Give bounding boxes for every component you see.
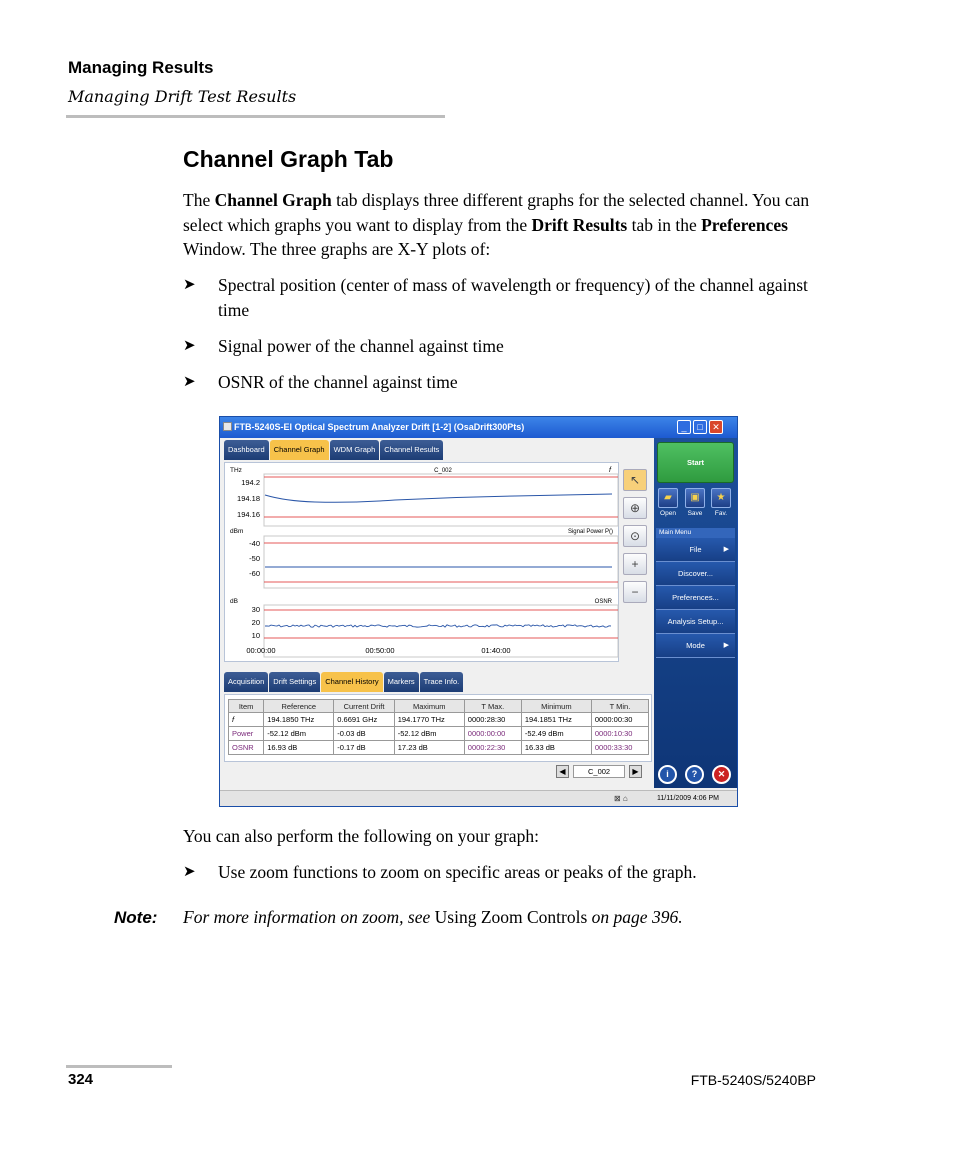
g1-plot-frame (264, 474, 618, 526)
channel-field[interactable]: C_002 (573, 765, 625, 778)
tab-acquisition[interactable]: Acquisition (224, 672, 268, 692)
channel-graphs (225, 463, 620, 663)
g3-tick: 10 (251, 631, 260, 640)
channel-history-panel (224, 694, 652, 762)
tab-markers[interactable]: Markers (384, 672, 419, 692)
col-minimum: Minimum (521, 700, 591, 713)
footer-rule (66, 1065, 172, 1068)
g1-unit-label: THz (230, 467, 242, 474)
page-header-subtitle: Managing Drift Test Results (68, 87, 297, 106)
after-paragraph: You can also perform the following on your graph: (183, 826, 539, 846)
disk-icon: ▣ (685, 488, 705, 508)
g3-tick: 20 (251, 618, 260, 627)
g1-tick: 194.2 (241, 478, 260, 487)
g1-tick: 194.16 (237, 510, 260, 519)
save-button[interactable]: ▣ Save (683, 488, 707, 517)
tab-channel-history[interactable]: Channel History (321, 672, 382, 692)
tab-dashboard[interactable]: Dashboard (224, 440, 269, 460)
arrow-icon: ➤ (183, 864, 196, 880)
col-t-min: T Min. (591, 700, 648, 713)
g3-tick: 30 (251, 605, 260, 614)
submenu-arrow-icon: ▶ (723, 546, 729, 553)
x-tick: 00:00:00 (246, 646, 276, 655)
x-tick: 01:40:00 (481, 646, 511, 655)
bullet-item: ➤ Signal power of the channel against time (183, 334, 823, 359)
main-menu-header: Main Menu (656, 528, 735, 538)
text-run: The (183, 190, 215, 210)
app-window-screenshot (219, 416, 738, 807)
g3-title: OSNR (594, 599, 612, 605)
col-t-max: T Max. (464, 700, 521, 713)
close-button[interactable]: ✕ (709, 420, 723, 434)
col-current-drift: Current Drift (334, 700, 394, 713)
note-text: For more information on zoom, see (183, 907, 435, 927)
menu-item-file[interactable]: File ▶ (656, 538, 735, 562)
help-button[interactable]: ? (685, 765, 704, 784)
col-reference: Reference (264, 700, 334, 713)
status-clock: 11/11/2009 4:06 PM (657, 795, 720, 802)
next-channel-button[interactable]: ▶ (629, 765, 642, 778)
bold-term: Preferences (701, 214, 788, 235)
folder-icon: ▰ (658, 488, 678, 508)
zoom-toolbar (623, 469, 647, 609)
header-rule (66, 115, 445, 118)
tab-channel-results[interactable]: Channel Results (380, 440, 443, 460)
text-run: tab in the (627, 214, 702, 235)
page-header-title: Managing Results (68, 58, 214, 77)
tab-trace-info[interactable]: Trace Info. (420, 672, 464, 692)
note-link[interactable]: Using Zoom Controls (434, 907, 588, 927)
side-panel (654, 438, 737, 788)
text-run: Window. The three graphs are X-Y plots of: (183, 239, 491, 259)
col-item: Item (229, 700, 264, 713)
g2-tick: -40 (249, 539, 260, 548)
table-row[interactable]: OSNR 16.93 dB -0.17 dB 17.23 dB 0000:22:30 16.33 dB 0000:33:30 (229, 741, 649, 755)
prev-channel-button[interactable]: ◀ (556, 765, 569, 778)
menu-item-mode[interactable]: Mode ▶ (656, 634, 735, 658)
minimize-button[interactable]: _ (677, 420, 691, 434)
maximize-button[interactable]: □ (693, 420, 707, 434)
window-title: FTB-5240S-EI Optical Spectrum Analyzer Drift [1-2] (OsaDrift300Pts) (234, 422, 525, 432)
x-tick: 00:50:00 (365, 646, 395, 655)
g3-series-line (265, 625, 611, 627)
g2-plot-frame (264, 536, 618, 588)
g1-series-line (265, 494, 612, 502)
favorites-button[interactable]: ★ Fav. (709, 488, 733, 517)
section-title: Channel Graph Tab (183, 146, 394, 172)
bullet-item: ➤ Use zoom functions to zoom on specific areas or peaks of the graph. (183, 860, 823, 885)
tab-drift-settings[interactable]: Drift Settings (269, 672, 320, 692)
window-titlebar (220, 417, 737, 438)
pointer-tool-icon[interactable]: ↖ (623, 469, 647, 491)
tab-channel-graph[interactable]: Channel Graph (270, 440, 329, 460)
g1-channel-label: C_002 (434, 468, 452, 474)
status-icons: ⊠ ⌂ (614, 794, 628, 803)
note-page-ref: on page 396. (587, 907, 683, 927)
note (114, 907, 683, 928)
channel-graphs-panel[interactable] (224, 462, 619, 662)
star-icon: ★ (711, 488, 731, 508)
table-row[interactable]: Power -52.12 dBm -0.03 dB -52.12 dBm 0000:00:00 -52.49 dBm 0000:10:30 (229, 727, 649, 741)
bullet-item: ➤ Spectral position (center of mass of wavelength or frequency) of the channel against time (183, 275, 808, 320)
bullet-item: ➤ OSNR of the channel against time (183, 370, 823, 395)
menu-item-preferences[interactable]: Preferences... (656, 586, 735, 610)
status-bar (220, 790, 737, 806)
channel-navigator (556, 763, 642, 779)
note-label: Note: (114, 908, 158, 927)
bold-term: Channel Graph (214, 190, 332, 210)
g2-unit-label: dBm (230, 528, 244, 535)
col-maximum: Maximum (394, 700, 464, 713)
menu-item-analysis-setup[interactable]: Analysis Setup... (656, 610, 735, 634)
intro-paragraph (183, 188, 823, 262)
g3-unit-label: dB (230, 598, 238, 605)
menu-item-discover[interactable]: Discover... (656, 562, 735, 586)
g2-title: Signal Power P() (567, 529, 613, 535)
text-run: tab displays three different graphs for the selected channel. You can select which graphs you want to display from the (183, 190, 810, 235)
arrow-icon: ➤ (183, 338, 196, 354)
exit-button[interactable]: ✕ (712, 765, 731, 784)
info-button[interactable]: i (658, 765, 677, 784)
bold-term: Drift Results (531, 214, 628, 235)
open-button[interactable]: ▰ Open (656, 488, 680, 517)
arrow-icon: ➤ (183, 374, 196, 390)
zoom-in-icon[interactable]: + (623, 553, 647, 575)
tab-wdm-graph[interactable]: WDM Graph (330, 440, 380, 460)
start-button[interactable]: Start (657, 442, 734, 483)
table-row[interactable]: f 194.1850 THz 0.6691 GHz 194.1770 THz 0000:28:30 194.1851 THz 0000:00:30 (229, 713, 649, 727)
zoom-out-icon[interactable]: − (623, 581, 647, 603)
g2-tick: -60 (249, 569, 260, 578)
g1-tick: 194.18 (237, 494, 260, 503)
app-icon (223, 422, 232, 431)
submenu-arrow-icon: ▶ (723, 642, 729, 649)
zoom-full-icon[interactable]: ⊙ (623, 525, 647, 547)
arrow-icon: ➤ (183, 277, 196, 293)
g3-plot-frame (264, 605, 618, 657)
document-id: FTB-5240S/5240BP (690, 1072, 816, 1088)
zoom-area-icon[interactable]: ⊕ (623, 497, 647, 519)
page-number: 324 (68, 1071, 94, 1088)
channel-history-table (228, 699, 649, 755)
g2-tick: -50 (249, 554, 260, 563)
g1-freq-symbol: f (609, 467, 611, 474)
